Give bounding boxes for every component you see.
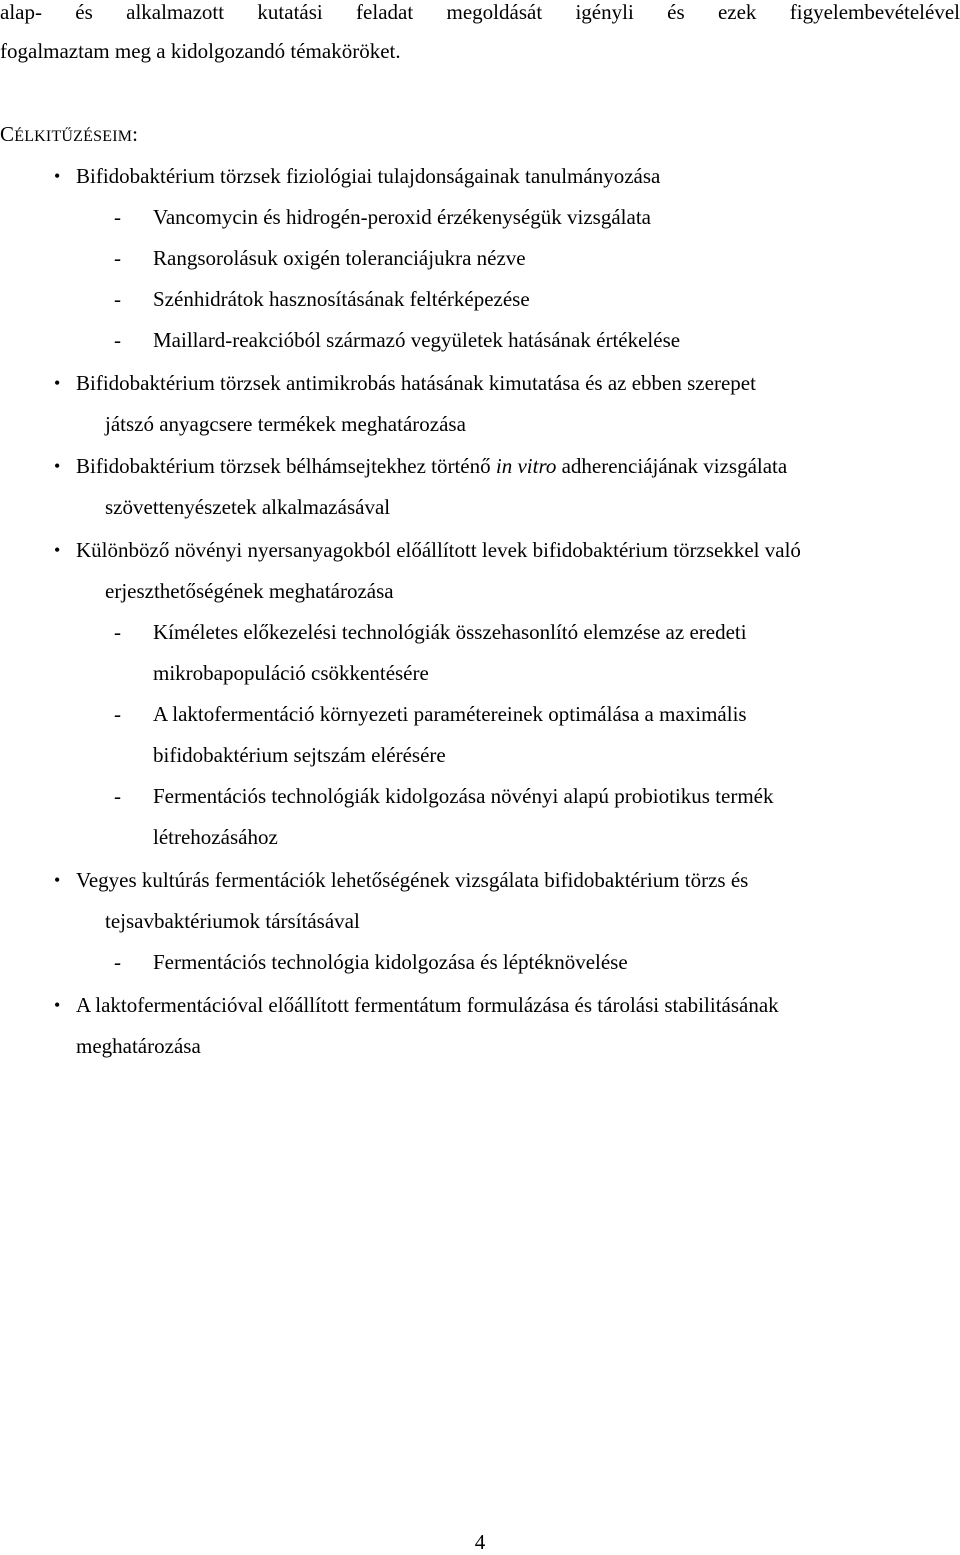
bullet-4-sub-2-line-2: bifidobaktérium sejtszám elérésére <box>153 743 446 767</box>
bullet-3-line-2: szövettenyészetek alkalmazásával <box>105 495 391 519</box>
bullet-4-sub-3-line-2: létrehozásához <box>153 825 278 849</box>
bullet-icon: • <box>54 373 61 393</box>
heading-small-caps: ÉLKITŰZÉSEIM <box>14 128 133 145</box>
dash-icon: - <box>114 620 121 644</box>
intro-line-1: alap- és alkalmazott kutatási feladat megoldását igényli és ezek figyelembevételével <box>0 0 960 24</box>
bullet-1-sub-1: Vancomycin és hidrogén-peroxid érzékenységük vizsgálata <box>153 205 651 229</box>
bullet-6-line-2: meghatározása <box>76 1034 201 1058</box>
bullet-4-line-1: Különböző növényi nyersanyagokból előállított levek bifidobaktérium törzsekkel való <box>76 538 801 562</box>
heading-colon: : <box>132 122 139 146</box>
bullet-4-line-2: erjeszthetőségének meghatározása <box>105 579 394 603</box>
dash-icon: - <box>114 784 121 808</box>
bullet-5-line-2: tejsavbaktériumok társításával <box>105 909 360 933</box>
dash-icon: - <box>114 246 121 270</box>
section-heading <box>0 124 138 145</box>
bullet-icon: • <box>54 870 61 890</box>
bullet-6-line-1: A laktofermentációval előállított fermentátum formulázása és tárolási stabilitásának <box>76 993 779 1017</box>
dash-icon: - <box>114 950 121 974</box>
bullet-5-sub-1: Fermentációs technológia kidolgozása és léptéknövelése <box>153 950 628 974</box>
bullet-4-sub-1-line-1: Kíméletes előkezelési technológiák összehasonlító elemzése az eredeti <box>153 620 747 644</box>
bullet-icon: • <box>54 166 61 186</box>
bullet-1-sub-3: Szénhidrátok hasznosításának feltérképezése <box>153 287 530 311</box>
dash-icon: - <box>114 205 121 229</box>
dash-icon: - <box>114 287 121 311</box>
dash-icon: - <box>114 702 121 726</box>
bullet-icon: • <box>54 456 61 476</box>
dash-icon: - <box>114 328 121 352</box>
bullet-2-line-1: Bifidobaktérium törzsek antimikrobás hatásának kimutatása és az ebben szerepet <box>76 371 756 395</box>
bullet-3-line-1 <box>76 456 787 477</box>
bullet-icon: • <box>54 540 61 560</box>
bullet-3-italic: in vitro <box>495 454 557 478</box>
bullet-4-sub-1-line-2: mikrobapopuláció csökkentésére <box>153 661 429 685</box>
bullet-icon: • <box>54 995 61 1015</box>
bullet-2-line-2: játszó anyagcsere termékek meghatározása <box>105 412 466 436</box>
page-number: 4 <box>474 1530 486 1554</box>
bullet-1-text: Bifidobaktérium törzsek fiziológiai tulajdonságainak tanulmányozása <box>76 164 661 188</box>
bullet-4-sub-2-line-1: A laktofermentáció környezeti paramétereinek optimálása a maximális <box>153 702 747 726</box>
bullet-5-line-1: Vegyes kultúrás fermentációk lehetőségének vizsgálata bifidobaktérium törzs és <box>76 868 749 892</box>
bullet-3-text-b: adherenciájának vizsgálata <box>556 454 788 478</box>
bullet-1-sub-4: Maillard-reakcióból származó vegyületek hatásának értékelése <box>153 328 681 352</box>
heading-initial: C <box>0 122 15 146</box>
bullet-4-sub-3-line-1: Fermentációs technológiák kidolgozása növényi alapú probiotikus termék <box>153 784 774 808</box>
bullet-1-sub-2: Rangsorolásuk oxigén toleranciájukra nézve <box>153 246 526 270</box>
bullet-3-text-a: Bifidobaktérium törzsek bélhámsejtekhez történő <box>76 454 496 478</box>
intro-line-2: fogalmaztam meg a kidolgozandó témaköröket. <box>0 39 401 63</box>
